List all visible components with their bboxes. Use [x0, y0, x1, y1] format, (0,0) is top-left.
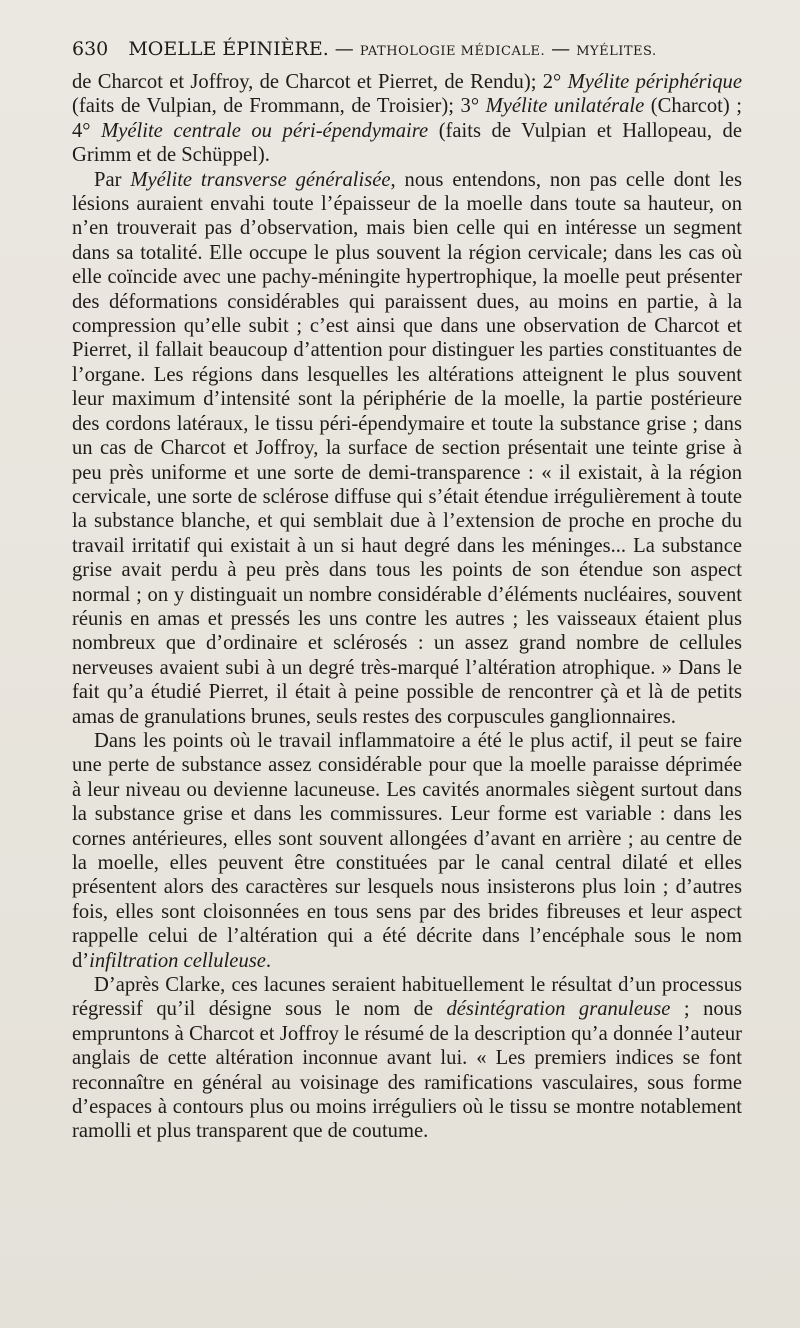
text-run: , nous entendons, non pas celle dont les lésions auraient envahi toute l’épaisseur de la moelle dans toute sa hauteur, on n’en trouverait pas d’observation, mais bien celle qui en intéresse un segment dans sa totalité. Elle occupe le plus souvent la région cervicale; dans les cas où elle coïncide avec une pachy-méningite hypertrophique, la moelle peut présenter des déformations considérables qui paraissent dues, au moins en partie, à la compression qu’elle subit ; c’est ainsi que dans une observation de Charcot et Pierret, il fallait beaucoup d’attention pour distinguer les parties constituantes de l’organe. Les régions dans lesquelles les altérations atteignent le plus souvent leur maximum d’intensité sont la périphérie de la moelle, la partie postérieure des cordons latéraux, le tissu péri-épendymaire et toute la substance grise ; dans un cas de Charcot et Joffroy, la surface de section présentait une teinte grise à peu près uniforme et une sorte de demi-transparence : « il existait, à la région cervicale, une sorte de sclérose diffuse qui s’était étendue irrégulièrement à toute la substance blanche, et qui semblait due à l’extension de proche en proche du travail irritatif qui existait à un si haut degré dans les méninges... La substance grise avait perdu à peu près dans tous les points de son étendue son aspect normal ; on y distinguait un nombre considérable d’éléments nucléaires, souvent réunis en amas et pressés les uns contre les autres ; les vaisseaux étaient plus nombreux que d’ordinaire et sclérosés : un assez grand nombre de cellules nerveuses avaient subi à un degré très-marqué l’altération atrophique. » Dans le fait qu’a étudié Pierret, il était à peine possible de rencontrer çà et là de petits amas de granulations brunes, seuls restes des corpuscules ganglionnaires. — [72, 168, 742, 728]
italic-term: infiltration celluleuse — [89, 949, 266, 972]
header-separator: — — [551, 38, 571, 60]
paragraph — [72, 70, 742, 168]
header-separator: — — [334, 38, 354, 60]
text-run: D’après Clarke, ces lacunes seraient habituellement le résultat d’un processus régressif qu’il désigne sous le nom de — [72, 974, 742, 1021]
italic-term: Myélite centrale ou péri-épendymaire — [101, 119, 429, 142]
text-run: Par — [94, 168, 131, 191]
italic-term: Myélite transverse généralisée — [130, 168, 391, 191]
text-run: Dans les points où le travail inflammatoire a été le plus actif, il peut se faire une perte de substance assez considérable pour que la moelle paraisse déprimée à leur niveau ou devienne lacuneuse. Les cavités anormales siègent surtout dans la substance grise et dans les commissures. Leur forme est variable : dans les cornes antérieures, elles sont souvent allongées d’avant en arrière ; au centre de la moelle, elles peuvent être constituées par le canal central dilaté et elles présentent alors des caractères sur lesquels nous insisterons plus loin ; d’autres fois, elles sont cloisonnées en tous sens par des brides fibreuses et leur aspect rappelle celui de l’altération qui a été décrite dans l’encéphale sous le nom d’ — [72, 729, 742, 972]
paragraph — [72, 973, 742, 1144]
page-number: 630 — [72, 38, 109, 60]
text-run: (faits de Vulpian, de Frommann, de Troisier); 3° — [72, 95, 486, 118]
italic-term: désintégration granuleuse — [446, 998, 671, 1021]
header-subsection: MYÉLITES. — [576, 44, 657, 59]
text-run: (faits de Vulpian et Hallopeau, de Grimm et de Schüppel). — [72, 119, 742, 167]
body-text — [72, 70, 742, 1144]
text-run: (Charcot) ; 4° — [72, 95, 742, 142]
italic-term: Myélite unilatérale — [485, 95, 645, 118]
text-run: . — [265, 949, 272, 972]
italic-term: Myélite périphérique — [567, 71, 742, 93]
paragraph — [72, 168, 742, 729]
text-run: ; nous empruntons à Charcot et Joffroy le résumé de la description qu’a donnée l’auteur anglais de cette altération inconnue avant lui. « Les premiers indices se font reconnaître en général au voisinage des ramifications vasculaires, sous forme d’espaces à contours plus ou moins irréguliers où le tissu se montre notablement ramolli et plus transparent que de coutume. — [72, 998, 742, 1143]
running-header — [72, 37, 772, 64]
paragraph — [72, 729, 742, 973]
text-run: de Charcot et Joffroy, de Charcot et Pierret, de Rendu); 2° — [72, 71, 568, 93]
header-title: MOELLE ÉPINIÈRE. — [128, 38, 329, 60]
header-section: PATHOLOGIE MÉDICALE. — [359, 44, 546, 59]
